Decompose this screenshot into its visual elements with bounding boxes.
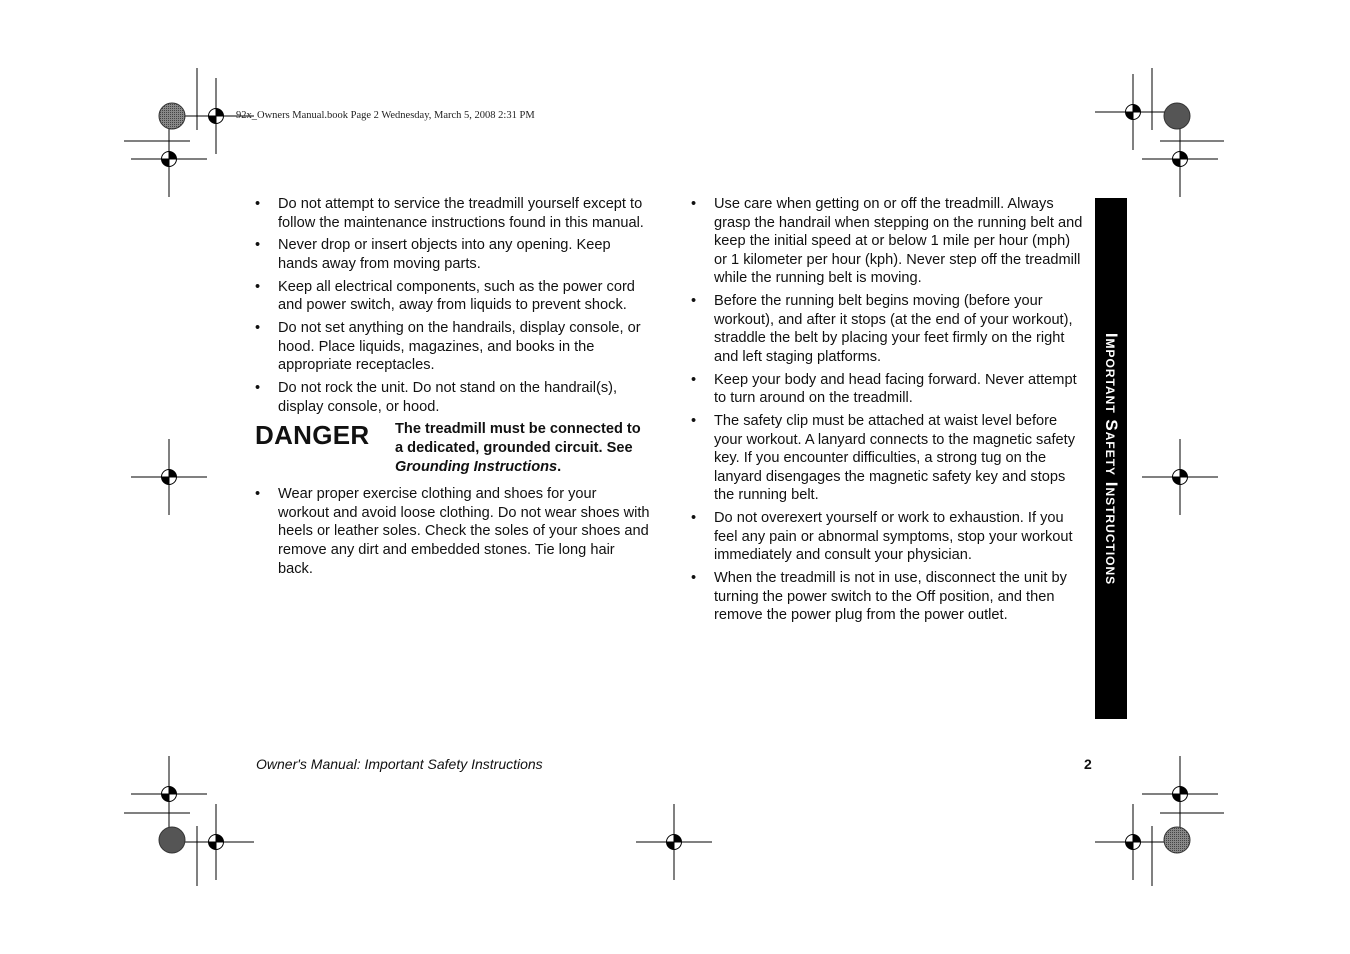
- list-item: • Do not overexert yourself or work to exhaustion. If you feel any pain or abnormal symptoms, stop your workout immediately and consult your physician.: [691, 509, 1086, 565]
- registration-mark-left-middle: [131, 439, 207, 515]
- registration-mark-right-upper: [1142, 121, 1218, 197]
- danger-reference: Grounding Instructions: [395, 458, 558, 475]
- list-item: • When the treadmill is not in use, disconnect the unit by turning the power switch to the Off position, and then remove the power plug from the power outlet.: [691, 569, 1086, 625]
- print-slug: 92x_Owners Manual.book Page 2 Wednesday, March 5, 2008 2:31 PM: [236, 110, 535, 121]
- footer-title: Owner's Manual: Important Safety Instructions: [256, 756, 543, 772]
- danger-label: DANGER: [255, 420, 370, 451]
- page-number: 2: [1084, 756, 1092, 772]
- danger-message-end: .: [557, 458, 562, 475]
- registration-mark-top-right: [1095, 74, 1171, 150]
- registration-mark-bottom-left: [178, 804, 254, 880]
- registration-mark-left-lower: [131, 756, 207, 832]
- registration-mark-left-upper: [131, 121, 207, 197]
- star-target-top-right: [1164, 103, 1190, 129]
- list-item: • Keep all electrical components, such as the power cord and power switch, away from liquids to prevent shock.: [255, 278, 650, 315]
- crop-marks-top: [124, 68, 1224, 141]
- danger-message: [395, 420, 645, 476]
- right-column: [691, 195, 1086, 629]
- list-item: • Keep your body and head facing forward. Never attempt to turn around on the treadmill.: [691, 371, 1086, 408]
- list-item: • Before the running belt begins moving (before your workout), and after it stops (at the end of your workout), straddle the belt by placing your feet firmly on the right and left staging platforms.: [691, 292, 1086, 366]
- section-side-tab: [1095, 198, 1127, 719]
- list-item: • Wear proper exercise clothing and shoes for your workout and avoid loose clothing. Do not wear shoes with heels or leather soles. Check the soles of your shoes and remove any dirt and embedded stones. Tie long hair back.: [255, 485, 650, 578]
- registration-mark-right-lower: [1142, 756, 1218, 832]
- section-side-tab-label: Important Safety Instructions: [1102, 332, 1121, 585]
- list-item: • The safety clip must be attached at waist level before your workout. A lanyard connects to the magnetic safety key. If you encounter difficulties, a strong tug on the lanyard disengages the magnetic safety key and stops the running belt.: [691, 412, 1086, 505]
- star-target-top-left: [159, 103, 185, 129]
- registration-mark-bottom-right: [1095, 804, 1171, 880]
- left-bullet-list-top: [255, 195, 650, 416]
- left-bullet-list-bottom: [255, 485, 650, 578]
- star-target-bottom-right: [1164, 827, 1190, 853]
- list-item: • Do not set anything on the handrails, display console, or hood. Place liquids, magazines, and books in the appropriate receptacles.: [255, 319, 650, 375]
- list-item: • Never drop or insert objects into any opening. Keep hands away from moving parts.: [255, 236, 650, 273]
- list-item: • Use care when getting on or off the treadmill. Always grasp the handrail when stepping on the running belt and keep the initial speed at or below 1 mile per hour (mph) or 1 kilometer per hour (kph). Never step off the treadmill while the running belt is moving.: [691, 195, 1086, 288]
- list-item: • Do not rock the unit. Do not stand on the handrail(s), display console, or hood.: [255, 379, 650, 416]
- left-column: [255, 195, 650, 582]
- right-bullet-list: [691, 195, 1086, 625]
- star-target-bottom-left: [159, 827, 185, 853]
- registration-mark-bottom-center: [636, 804, 712, 880]
- danger-notice: [255, 420, 650, 476]
- list-item: • Do not attempt to service the treadmill yourself except to follow the maintenance instructions found in this manual.: [255, 195, 650, 232]
- registration-mark-right-middle: [1142, 439, 1218, 515]
- danger-message-text: The treadmill must be connected to a dedicated, grounded circuit. See: [395, 421, 641, 457]
